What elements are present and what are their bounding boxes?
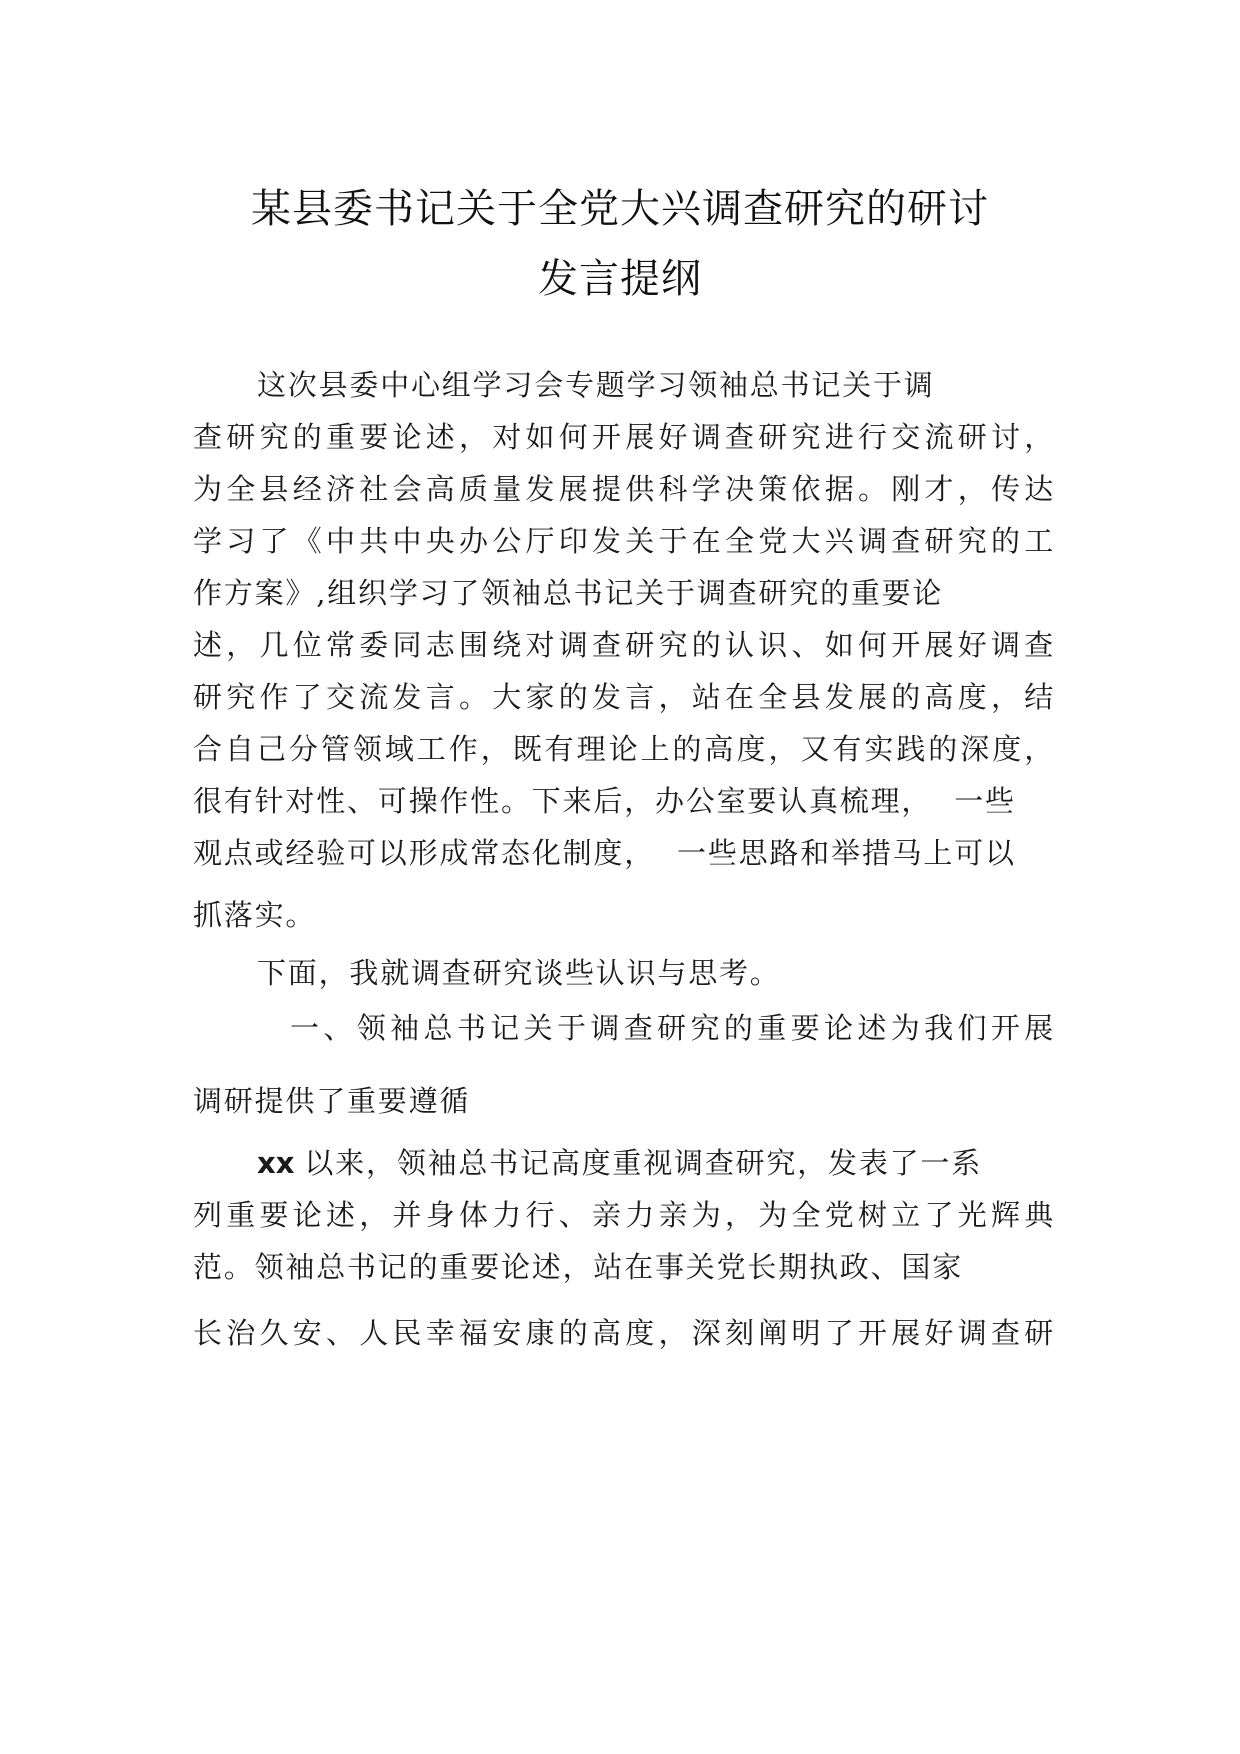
document-title-line-2: 发言提纲 xyxy=(538,256,702,302)
paragraph-2: 下面，我就调查研究谈些认识与思考。 xyxy=(257,956,781,990)
paragraph-3-line-3: 范。领袖总书记的重要论述，站在事关党长期执政、国家 xyxy=(193,1250,964,1284)
paragraph-3-line-1-text: 以来，领袖总书记高度重视调查研究，发表了一系 xyxy=(304,1146,983,1180)
paragraph-1-line-10: 观点或经验可以形成常态化制度， 一些思路和举措马上可以 xyxy=(193,836,1016,870)
paragraph-1-line-1: 这次县委中心组学习会专题学习领袖总书记关于调 xyxy=(257,368,935,402)
heading-1-line-2: 调研提供了重要遵循 xyxy=(193,1084,471,1118)
paragraph-1-line-7: 研究作了交流发言。大家的发言，站在全县发展的高度，结 xyxy=(193,680,1055,714)
paragraph-1-line-9: 很有针对性、可操作性。下来后，办公室要认真梳理， 一些 xyxy=(193,784,1016,818)
paragraph-1-line-5: 作方案》,组织学习了领袖总书记关于调查研究的重要论 xyxy=(193,576,944,610)
paragraph-1-line-6: 述，几位常委同志围绕对调查研究的认识、如何开展好调查 xyxy=(193,628,1055,662)
paragraph-3-line-2: 列重要论述，并身体力行、亲力亲为，为全党树立了光辉典 xyxy=(193,1198,1055,1232)
paragraph-3-line-4: 长治久安、人民幸福安康的高度，深刻阐明了开展好调查研 xyxy=(193,1316,1055,1350)
heading-1-line-1: 一、领袖总书记关于调查研究的重要论述为我们开展 xyxy=(290,1011,1055,1045)
paragraph-1-line-8: 合自己分管领域工作，既有理论上的高度，又有实践的深度， xyxy=(193,732,1055,766)
document-title-line-1: 某县委书记关于全党大兴调查研究的研讨 xyxy=(251,186,989,232)
paragraph-1-line-11: 抓落实。 xyxy=(193,898,317,932)
paragraph-1-line-2: 查研究的重要论述，对如何开展好调查研究进行交流研讨， xyxy=(193,420,1055,454)
paragraph-1-line-4: 学习了《中共中央办公厅印发关于在全党大兴调查研究的工 xyxy=(193,524,1055,558)
paragraph-3-line-1 xyxy=(257,1145,1055,1181)
paragraph-1-line-3: 为全县经济社会高质量发展提供科学决策依据。刚才，传达 xyxy=(193,472,1055,506)
paragraph-3-lead: xx xyxy=(257,1146,295,1180)
